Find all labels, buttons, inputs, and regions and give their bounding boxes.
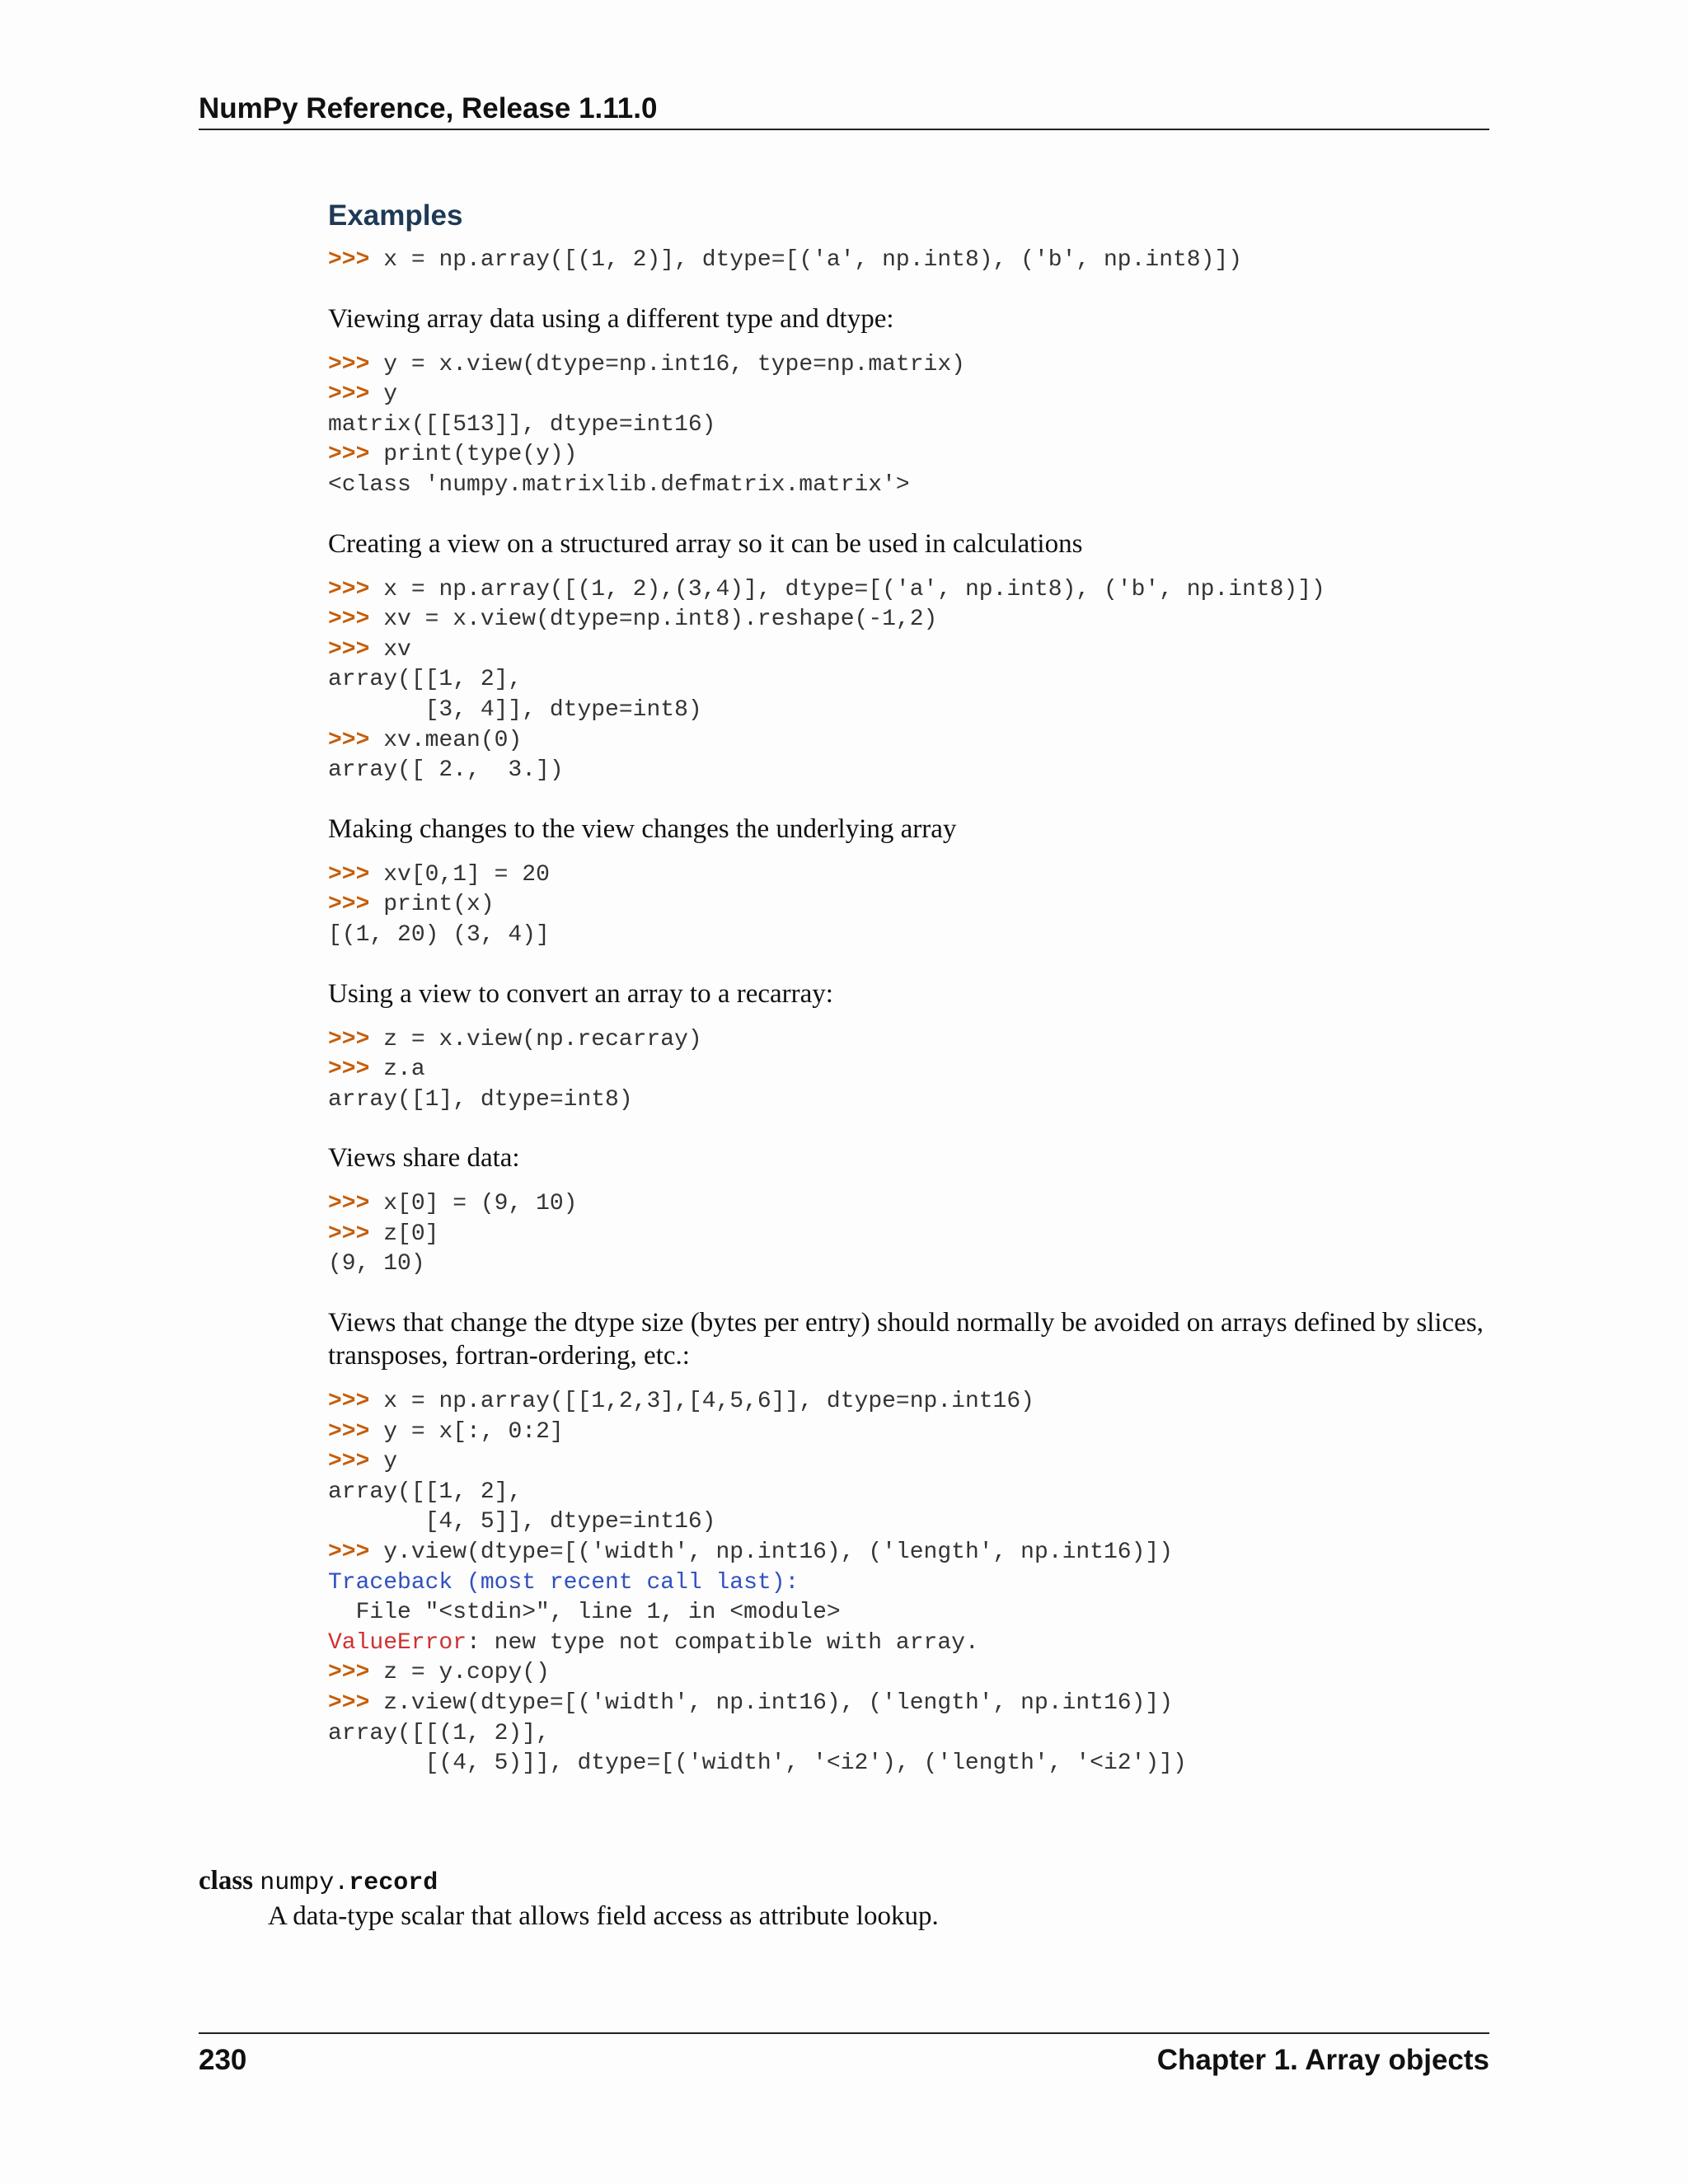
code-prompt: >>> [328, 576, 370, 602]
code-line: x = np.array([(1, 2),(3,4)], dtype=[('a', np.int8), ('b', np.int8)]) [383, 576, 1325, 602]
code-block [328, 575, 1490, 786]
class-signature [199, 1864, 1489, 1900]
code-output: [3, 4]], dtype=int8) [328, 696, 702, 723]
code-prompt: >>> [328, 1389, 370, 1415]
class-description: A data-type scalar that allows field access as attribute lookup. [268, 1901, 939, 1931]
paragraph: Making changes to the view changes the underlying array [328, 813, 957, 844]
code-prompt: >>> [328, 1221, 370, 1247]
code-prompt: >>> [328, 1191, 370, 1217]
class-definition [199, 1864, 1489, 1933]
code-prompt: >>> [328, 1690, 370, 1716]
code-line: z = y.copy() [383, 1660, 550, 1686]
code-output: matrix([[513]], dtype=int16) [328, 411, 716, 438]
class-module: numpy. [260, 1869, 349, 1897]
content [328, 198, 1490, 1806]
code-line: x = np.array([(1, 2)], dtype=[('a', np.int8), ('b', np.int8)]) [383, 247, 1243, 273]
code-prompt: >>> [328, 1449, 370, 1475]
code-prompt: >>> [328, 351, 370, 377]
code-line: z[0] [383, 1221, 439, 1247]
code-line: xv.mean(0) [383, 727, 523, 753]
paragraph: Using a view to convert an array to a recarray: [328, 978, 833, 1009]
paragraph: Viewing array data using a different type and dtype: [328, 303, 894, 334]
code-output: array([[1, 2], [328, 667, 523, 693]
code-output: [4, 5]], dtype=int16) [328, 1509, 716, 1535]
code-block [328, 1025, 1490, 1116]
running-header [199, 92, 1489, 130]
code-prompt: >>> [328, 1660, 370, 1686]
chapter-title: Chapter 1. Array objects [1156, 2044, 1489, 2076]
code-output: array([ 2., 3.]) [328, 757, 564, 784]
error-message: : new type not compatible with array. [467, 1629, 979, 1656]
code-block [328, 246, 1490, 276]
code-output: (9, 10) [328, 1251, 425, 1277]
code-prompt: >>> [328, 892, 370, 918]
code-line: z.view(dtype=[('width', np.int16), ('length', np.int16)]) [383, 1690, 1173, 1716]
code-block [328, 1387, 1490, 1779]
error-name: ValueError [328, 1629, 467, 1656]
code-line: y.view(dtype=[('width', np.int16), ('length', np.int16)]) [383, 1540, 1173, 1566]
traceback-file: File "<stdin>", line 1, in <module> [328, 1600, 841, 1626]
class-name [349, 1869, 438, 1897]
code-line: print(x) [383, 892, 495, 918]
code-line: x[0] = (9, 10) [383, 1191, 578, 1217]
code-prompt: >>> [328, 1026, 370, 1052]
code-block [328, 350, 1490, 501]
code-line: xv[0,1] = 20 [383, 861, 550, 888]
code-output: [(4, 5)]], dtype=[('width', '<i2'), ('length', '<i2')]) [328, 1750, 1187, 1777]
code-output: array([[(1, 2)], [328, 1720, 550, 1746]
code-output: [(1, 20) (3, 4)] [328, 921, 550, 948]
code-prompt: >>> [328, 247, 370, 273]
running-footer [199, 2032, 1489, 2077]
code-prompt: >>> [328, 1057, 370, 1083]
code-line: y = x[:, 0:2] [383, 1418, 564, 1445]
paragraph: Views share data: [328, 1143, 520, 1174]
code-line: x = np.array([[1,2,3],[4,5,6]], dtype=np.int16) [383, 1389, 1034, 1415]
code-output: array([[1, 2], [328, 1479, 523, 1505]
code-block [328, 1189, 1490, 1280]
code-line: z.a [383, 1057, 425, 1083]
traceback-line: Traceback (most recent call last): [328, 1569, 799, 1596]
code-line: xv = x.view(dtype=np.int8).reshape(-1,2) [383, 607, 938, 633]
code-output: <class 'numpy.matrixlib.defmatrix.matrix'> [328, 471, 910, 498]
class-keyword: class [199, 1866, 253, 1896]
code-line: y [383, 382, 398, 408]
code-prompt: >>> [328, 607, 370, 633]
code-line: y = x.view(dtype=np.int16, type=np.matrix) [383, 351, 965, 377]
code-prompt: >>> [328, 1418, 370, 1445]
page-number: 230 [199, 2044, 247, 2076]
code-prompt: >>> [328, 382, 370, 408]
header-title: NumPy Reference, Release 1.11.0 [199, 92, 658, 124]
code-line: xv [383, 636, 411, 663]
paragraph: Views that change the dtype size (bytes per entry) should normally be avoided on arrays defined by slices, transposes, fortran-ordering, etc.: [328, 1308, 1484, 1371]
code-prompt: >>> [328, 636, 370, 663]
code-prompt: >>> [328, 727, 370, 753]
code-line: z = x.view(np.recarray) [383, 1026, 702, 1052]
class-name-text: record [349, 1869, 438, 1897]
code-block [328, 860, 1490, 951]
code-prompt: >>> [328, 861, 370, 888]
code-output: array([1], dtype=int8) [328, 1086, 633, 1113]
code-line: print(type(y)) [383, 442, 578, 468]
code-line: y [383, 1449, 398, 1475]
paragraph: Creating a view on a structured array so it can be used in calculations [328, 528, 1083, 559]
code-prompt: >>> [328, 442, 370, 468]
examples-heading: Examples [328, 199, 463, 232]
code-prompt: >>> [328, 1540, 370, 1566]
